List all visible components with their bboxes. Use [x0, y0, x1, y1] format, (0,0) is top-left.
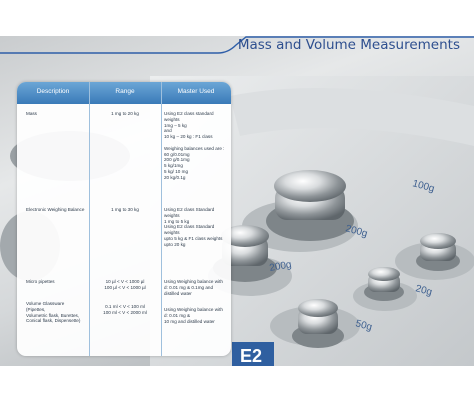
weight-label-2: 200g — [344, 223, 369, 240]
weight-label-0: 200g — [268, 259, 293, 274]
column-header-description: Description — [36, 88, 70, 95]
row-mass-range: 1 mg to 20 kg — [111, 111, 139, 116]
weight-large — [266, 170, 354, 241]
row-glassware-master: Using Weighing balance with d: 0.01 mg & 10 mg and distilled water — [164, 307, 223, 324]
weight-label-5: 20g — [414, 283, 434, 299]
column-header-range: Range — [115, 88, 135, 95]
row-balance-master: Using E2 class Standard weights 1 mg to 5 kg Using E2 class Standard weights upto 5 kg & F1 class weights upto 20 kg — [164, 207, 223, 247]
page-title: Mass and Volume Measurements — [237, 37, 460, 53]
table-header — [17, 82, 231, 104]
measurement-table — [17, 82, 231, 356]
column-divider — [161, 82, 162, 356]
e2-plate-label: E2 — [240, 346, 263, 366]
row-glassware-description: Volume Glassware (Pipettes, Volumetric flask, Burettes, Conical flask, Dispensette) — [26, 301, 81, 324]
weight-label-1: 100g — [411, 178, 436, 195]
row-balance-description: Electronic Weighing Balance — [26, 207, 85, 212]
row-mass-master: Using E2 class standard weights 1mg – 5 kg and 10 kg – 20 kg : F1 class Weighing balances used are : 60 g/0.01mg 200 g/0.1mg 5 kg/1mg 5 kg/ 10 mg 20 kg/0.1g — [164, 111, 225, 180]
row-glassware-range: 0.1 ml < V < 100 ml 100 ml < V < 2000 ml — [103, 304, 147, 315]
row-balance-range: 1 mg to 30 kg — [111, 207, 139, 212]
column-header-master-used: Master Used — [177, 88, 215, 95]
weight-front — [292, 299, 344, 348]
weight-label-4: 50g — [354, 318, 374, 334]
row-pipettes-description: Micro pipettes — [26, 279, 55, 284]
bottom-margin — [0, 366, 474, 411]
row-mass-description: Mass — [26, 111, 37, 116]
row-pipettes-master: Using Weighing balance with d: 0.01 mg & 0.1mg and distilled water — [164, 279, 223, 296]
row-pipettes-range: 10 µl < V < 1000 µl 100 µl < V < 1000 µl — [104, 279, 146, 290]
weight-right — [416, 233, 460, 271]
weight-small — [364, 267, 404, 301]
